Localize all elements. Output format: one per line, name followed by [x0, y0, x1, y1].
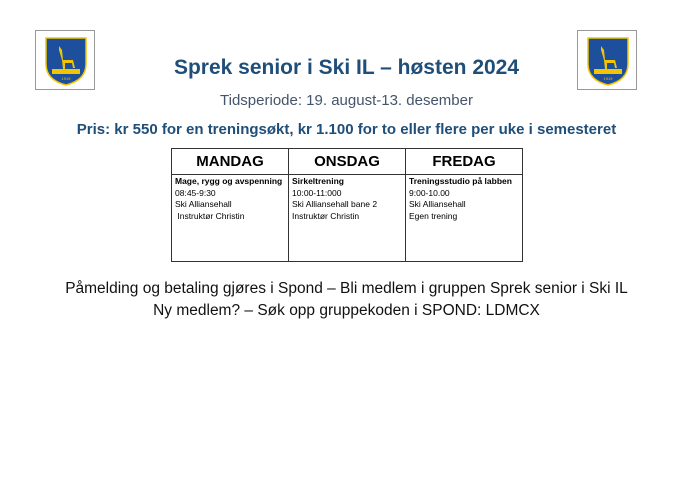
session-time: 08:45-9:30	[175, 187, 216, 198]
price-text: Pris: kr 550 for en treningsøkt, kr 1.100 for to eller flere per uke i semesteret	[76, 121, 617, 138]
svg-text:1919: 1919	[603, 76, 613, 81]
session-place: Ski Alliansehall	[175, 199, 232, 209]
session-instructor: Egen trening	[409, 210, 458, 221]
schedule-table	[171, 148, 523, 262]
period-text: Tidsperiode: 19. august-13. desember	[220, 92, 473, 109]
svg-text:1919: 1919	[61, 76, 71, 81]
session-instructor: Instruktør Christin	[175, 210, 245, 221]
day-header: MANDAG	[172, 149, 289, 175]
session-instructor: Instruktør Christin	[292, 210, 360, 221]
session-name: Treningsstudio på labben	[409, 176, 512, 186]
session-time: 10:00-11:000	[292, 187, 342, 198]
session-cell	[172, 175, 289, 262]
session-place: Ski Alliansehall	[409, 199, 466, 209]
session-time: 9:00-10.00	[409, 187, 450, 198]
group-code-text: Ny medlem? – Søk opp gruppekoden i SPOND: LDMCX	[153, 302, 540, 319]
day-header: ONSDAG	[289, 149, 406, 175]
signup-text: Påmelding og betaling gjøres i Spond – Bli medlem i gruppen Sprek senior i Ski IL	[65, 280, 628, 297]
day-header: FREDAG	[406, 149, 523, 175]
session-cell	[406, 175, 523, 262]
session-cell	[289, 175, 406, 262]
page-title: Sprek senior i Ski IL – høsten 2024	[173, 56, 520, 79]
session-name: Sirkeltrening	[292, 176, 344, 186]
session-place: Ski Alliansehall bane 2	[292, 199, 378, 209]
session-name: Mage, rygg og avspenning	[175, 176, 283, 186]
